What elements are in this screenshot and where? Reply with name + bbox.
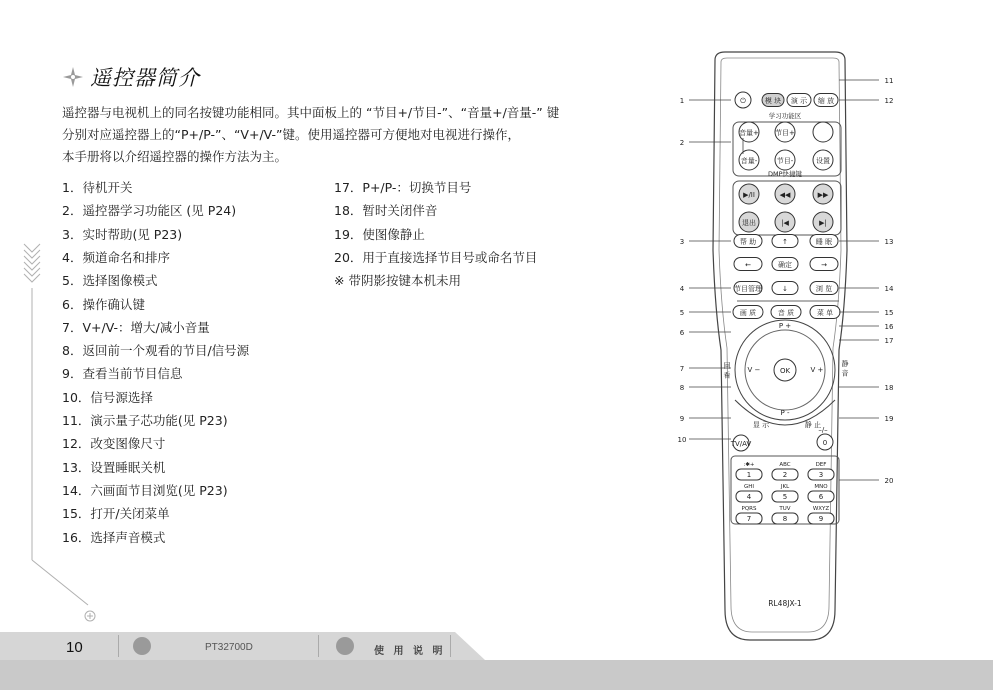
callout-number: 18 — [884, 384, 894, 392]
callout-number: 1 — [679, 97, 685, 105]
function-list-item: 20．用于直接选择节目号或命名节目 — [334, 249, 538, 265]
callout-number: 7 — [679, 365, 685, 373]
function-list-item: 13．设置睡眠关机 — [62, 459, 166, 475]
page-number: 10 — [66, 639, 83, 656]
callout-number: 10 — [677, 436, 687, 444]
function-list-item: 4．频道命名和排序 — [62, 249, 170, 265]
footer-divider — [118, 635, 119, 657]
manual-label: 使 用 说 明 — [374, 646, 446, 657]
model-name: PT32700D — [205, 642, 253, 653]
page-footer — [0, 632, 993, 690]
callout-number: 15 — [884, 309, 894, 317]
function-list-item: 12．改变图像尺寸 — [62, 436, 166, 452]
intro-line: 本手册将以介绍遥控器的操作方法为主。 — [62, 149, 288, 164]
ring-label: 静 音 — [841, 359, 849, 377]
callout-number: 13 — [884, 238, 894, 246]
callout-number: 9 — [679, 415, 685, 423]
remote-button-label: → — [821, 261, 827, 269]
intro-line: 分别对应遥控器上的“P+/P-”、“V+/V-”键。使用遥控器可方便地对电视进行操作， — [62, 127, 520, 142]
keypad-digit: 8 — [782, 515, 788, 523]
callout-number: 4 — [679, 285, 685, 293]
keypad-digit: 7 — [746, 515, 752, 523]
function-list-item: 8．返回前一个观看的节目/信号源 — [62, 343, 250, 359]
callout-number: 17 — [884, 337, 894, 345]
function-list-item: 5．选择图像模式 — [62, 273, 158, 289]
function-list-item: 3．实时帮助(见 P23) — [62, 226, 183, 242]
section-title — [62, 62, 200, 92]
keypad-digit: 4 — [746, 493, 752, 501]
callout-number: 3 — [679, 238, 685, 246]
remote-button-label: ▶▶ — [817, 191, 829, 199]
remote-button-label: ↑ — [782, 238, 788, 246]
function-list-item: ※ 带阴影按键本机未用 — [334, 273, 461, 289]
function-list-item: 15．打开/关闭菜单 — [62, 506, 170, 522]
function-list-item: 10．信号源选择 — [62, 389, 153, 405]
remote-button-label: |◀ — [781, 219, 789, 227]
remote-button-label: 节目+ — [775, 129, 795, 137]
intro-line: 遥控器与电视机上的同名按键功能相同。其中面板上的 “节目+/节目-”、“音量+/音量-” 键 — [62, 105, 560, 120]
keypad-letters: PQRS — [741, 506, 757, 512]
function-list-item: 9．查看当前节目信息 — [62, 366, 183, 382]
function-list-item: 1．待机开关 — [62, 180, 133, 195]
remote-button-label: 浏 览 — [815, 285, 833, 293]
remote-button-label: 音量- — [740, 157, 758, 165]
callout-number: 16 — [884, 323, 894, 331]
callout-number: 14 — [884, 285, 894, 293]
function-list-item: 18．暂时关闭伴音 — [334, 203, 438, 219]
keypad-digit: 1 — [746, 471, 752, 479]
callout-number: 6 — [679, 329, 685, 337]
footer-divider — [318, 635, 319, 657]
ring-label: 静 止 — [804, 421, 822, 429]
remote-button-label: 音量+ — [739, 129, 759, 137]
keypad-letters: DEF — [815, 462, 827, 468]
remote-button-label: 帮 助 — [739, 238, 757, 246]
remote-button-label: 节目- — [776, 157, 794, 165]
callout-number: 2 — [679, 139, 685, 147]
function-list-item: 16．选择声音模式 — [62, 529, 166, 545]
keypad-digit: 5 — [782, 493, 788, 501]
keypad-letters: ABC — [779, 462, 791, 468]
keypad-letters: TUV — [779, 506, 791, 512]
ring-label: P - — [780, 409, 790, 417]
function-list-item: 11．演示量子芯功能(见 P23) — [62, 413, 228, 428]
remote-button-label: 缩 放 — [817, 97, 835, 105]
keypad-digit: 3 — [818, 471, 824, 479]
remote-button-label: ▶/II — [743, 191, 755, 199]
callout-number: 5 — [679, 309, 685, 317]
remote-button-label: 退出 — [742, 219, 756, 227]
remote-button-label: ◀◀ — [779, 191, 791, 199]
callout-number: 20 — [884, 477, 894, 485]
function-list-item: 2．遥控器学习功能区 (见 P24) — [62, 203, 237, 219]
remote-model-label: RL48JX-1 — [768, 599, 802, 608]
remote-button-label: ← — [745, 261, 751, 269]
dash-label: –/– — [818, 426, 828, 434]
title-text: 遥控器简介 — [90, 66, 200, 90]
learn-area-label: 学习功能区 — [768, 112, 802, 120]
keypad-letters: GHI — [743, 484, 755, 490]
footer-divider — [450, 635, 451, 657]
side-decoration — [18, 240, 98, 630]
tv-logo-icon — [133, 637, 151, 655]
callout-number: 12 — [884, 97, 894, 105]
remote-button-label: 模 块 — [764, 97, 782, 105]
keypad-digit: 6 — [818, 493, 824, 501]
ring-label: 回 看 — [723, 361, 731, 379]
remote-button-label: ↓ — [782, 285, 788, 293]
keypad-digit: 9 — [818, 515, 824, 523]
function-list-item: 7．V+/V-：增大/减小音量 — [62, 319, 210, 335]
remote-button-label: 设置 — [816, 157, 830, 165]
keypad-letters: MNO — [814, 484, 828, 490]
manual-book-icon — [336, 637, 354, 655]
keypad-letters: WXYZ — [812, 506, 830, 512]
remote-button-label: ▶| — [819, 219, 827, 227]
dmp-area-label: DMP快捷键 — [767, 170, 803, 178]
keypad-letters: :✱+ — [743, 462, 755, 468]
function-list-item: 6．操作确认键 — [62, 296, 145, 312]
callout-number: 11 — [884, 77, 894, 85]
function-list-item: 14．六画面节目浏览(见 P23) — [62, 482, 228, 498]
remote-button-label: TV/AV — [730, 440, 752, 448]
remote-button-label: ⏻ — [740, 97, 746, 105]
remote-button-label: 确定 — [778, 261, 792, 269]
four-point-star-icon — [62, 66, 84, 88]
remote-button-label: 睡 眠 — [815, 238, 833, 246]
footer-bar — [0, 660, 993, 690]
remote-button-label: 音 质 — [777, 309, 795, 317]
callout-number: 8 — [679, 384, 685, 392]
remote-button-label: 节目管理 — [734, 285, 762, 293]
keypad-letters: JKL — [780, 484, 790, 490]
remote-button-label: 0 — [822, 439, 828, 447]
ring-label: V − — [747, 366, 761, 374]
remote-control-illustration — [675, 50, 915, 650]
remote-button-label: 菜 单 — [816, 309, 834, 317]
remote-button-label: 演 示 — [790, 97, 808, 105]
ring-label: V + — [810, 366, 824, 374]
remote-button-label: OK — [779, 367, 791, 375]
function-list-item: 17．P+/P-：切换节目号 — [334, 180, 472, 195]
function-list-item: 19．使图像静止 — [334, 226, 425, 242]
ring-label: P + — [778, 322, 792, 330]
keypad-digit: 2 — [782, 471, 788, 479]
remote-button — [813, 122, 833, 142]
remote-button-label: 画 质 — [739, 309, 757, 317]
intro-paragraph — [62, 102, 662, 168]
ring-label: 显 示 — [752, 421, 770, 429]
callout-number: 19 — [884, 415, 894, 423]
